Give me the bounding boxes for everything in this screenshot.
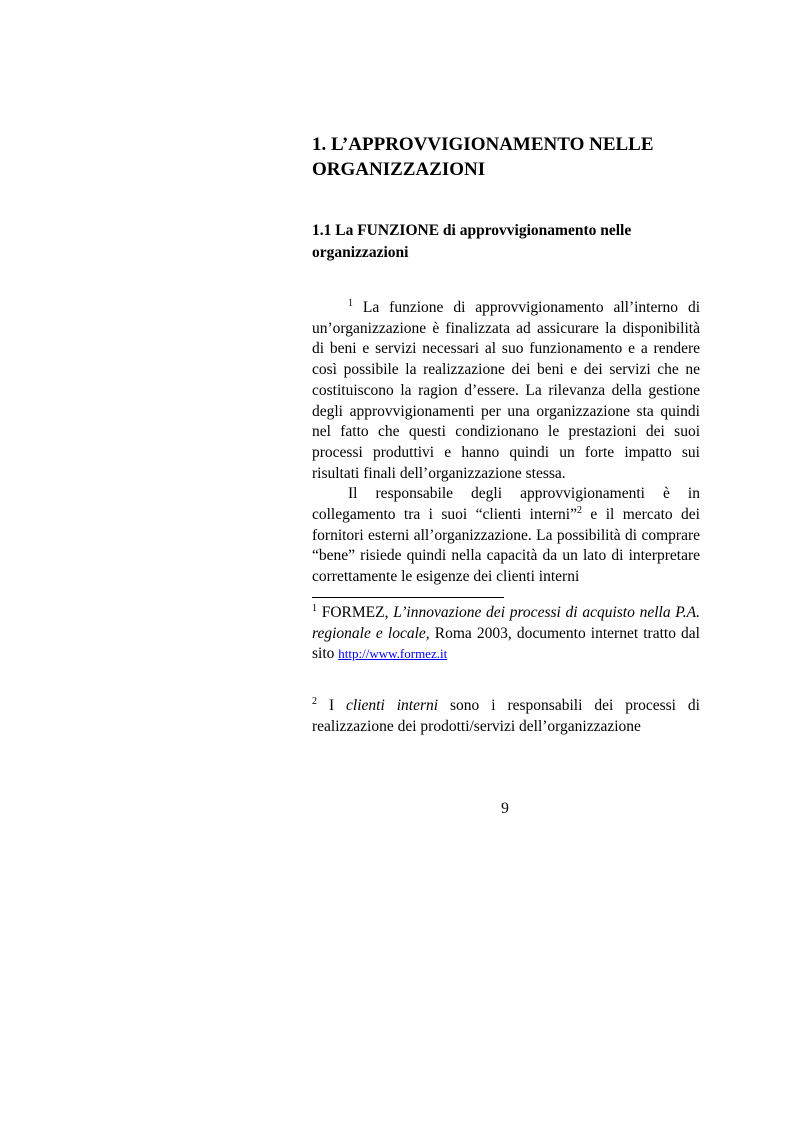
footnote-1-details: Roma 2003, documento internet tratto dal sito [312,624,700,663]
footnote-1-link[interactable]: http://www.formez.it [338,646,448,662]
footnote-1-author: FORMEZ, [317,604,394,621]
footnote-2-lead: I [317,697,347,714]
footnote-ref-2[interactable]: 2 [577,504,582,516]
footnote-ref-1[interactable]: 1 [348,297,353,309]
footnote-2-number: 2 [312,695,317,707]
footnote-2 [312,696,700,737]
footnote-1-number: 1 [312,602,317,614]
paragraph-1 [312,298,700,484]
footnote-2-rest: sono i responsabili dei processi di realizzazione dei prodotti/servizi dell’organizzazione [312,697,700,735]
paragraph-2-text-after: e il mercato dei fornitori esterni all’organizzazione. La possibilità di comprare “bene” risiede quindi nella capacità da un lato di interpretare correttamente le esigenze dei clienti interni [312,506,700,586]
paragraph-2-text-before: Il responsabile degli approvvigionamenti è in collegamento tra i suoi “clienti interni” [312,485,700,524]
paragraph-2 [312,484,700,588]
footnote-1-title: L’innovazione dei processi di acquisto nella P.A. regionale e locale, [312,604,700,642]
paragraph-1-text: La funzione di approvvigionamento all’interno di un’organizzazione è finalizzata ad assicurare la disponibilità di beni e servizi necessari al suo funzionamento e a rendere così possibile la realizzazione dei beni e dei servizi che ne costituiscono la ragion d’essere. La rilevanza della gestione degli approvvigionamenti per una organizzazione sta quindi nel fatto che questi condizionano le prestazioni dei suoi processi produttivi e hanno quindi un forte impatto sui risultati finali dell’organizzazione stessa. [312,299,701,482]
footnote-1 [312,603,700,665]
page-number: 9 [501,800,509,817]
section-title: 1.1 La FUNZIONE di approvvigionamento nelle organizzazioni [312,222,632,261]
footnote-2-term: clienti interni [346,697,439,714]
chapter-title: 1. L’APPROVVIGIONAMENTO NELLE ORGANIZZAZIONI [312,134,654,180]
footnote-separator [312,597,504,598]
body-text [312,298,700,588]
